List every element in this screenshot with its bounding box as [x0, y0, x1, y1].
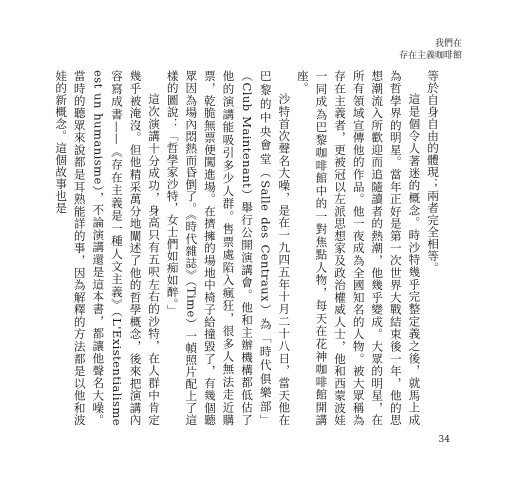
running-header	[399, 38, 462, 62]
paragraph: 這次演講十分成功，身高只有五呎左右的沙特，在人群中肯定幾乎被淹沒。但他精采萬分地闡述了他的哲學概念，後來把演講內容寫成書——《存在主義是一種人文主義》（L'Existentialisme est un humanisme），不論演講還是這本書，都讓他聲名大噪。當時的聽眾來說都是耳熟能詳的事，因為解釋的方法都是以他和波娃的新概念。這個故事也是	[54, 70, 162, 426]
book-title: 我們在	[434, 39, 462, 49]
page-number: 34	[438, 435, 450, 445]
chapter-title: 存在主義咖啡館	[398, 51, 462, 61]
paragraph: 等於自身自由的體現；兩者完全相等。	[426, 70, 440, 274]
paragraph: 沙特首次聲名大噪，是在一九四五年十月二十八日，當天他在巴黎的中央會堂（Salle des Centraux）為「時代俱樂部」（Club Maintenant）舉行公開演講會。他和主辦機構都低估了他的演講能吸引多少人群。售票處陷入瘋狂，很多人無法走近購票，乾脆無票便闖進場。在擠擁的場地中椅子給撞毀了，有幾個聽眾因為場內悶熱而昏倒了。《時代雜誌》（Time）一幀照片配上了這樣的圖說：「哲學家沙特，女士們如痴如醉。」	[165, 70, 292, 426]
body-text	[54, 70, 442, 426]
paragraph: 這是個令人著迷的概念。時沙特幾乎完整定義之後，就馬上成為哲學界的明星。當年正好是第一次世界大戰結束後一年，他的思想潮流入所歡迎而追隨讀者的熱潮，他幾乎變成。大眾的明星，在所有領域宣傳他的作品。他一夜成為全國知名的人物。被大眾稱為存在主義者，更被冠以左派思想家及政治權威人士，他和西蒙波娃一同成為巴黎咖啡館中的一對焦點人物，每天在花神咖啡館開講座。	[295, 70, 422, 426]
